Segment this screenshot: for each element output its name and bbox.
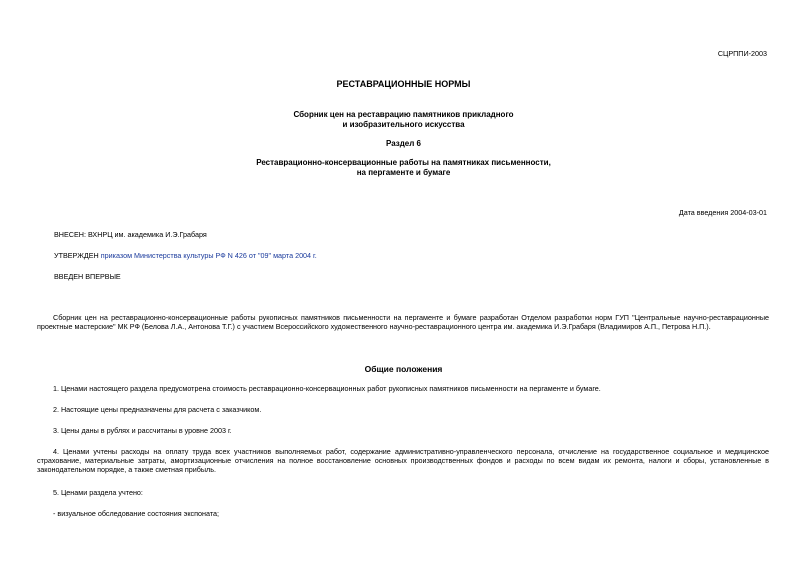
provision-item-2: 2. Настоящие цены предназначены для расчета с заказчиком.	[53, 405, 262, 414]
collection-title-line-2: и изобразительного искусства	[342, 120, 465, 130]
introduction-date: Дата введения 2004-03-01	[678, 208, 767, 217]
general-provisions-heading: Общие положения	[364, 364, 443, 374]
provision-item-4: 4. Ценами учтены расходы на оплату труда всех участников выполняемых работ, содержание административно-управленческого персонала, отчисление на государственное социальное и медицинское страхование, материальные затраты, амортизационные отчисления на полное восстановление основных производственных фондов и расходы по всем видам их ремонта, налоги и сборы, установленные в законодательном порядке, а также сметная прибыль.	[37, 447, 769, 474]
work-title-line-1: Реставрационно-консервационные работы на памятниках письменности,	[256, 158, 551, 167]
document-title: РЕСТАВРАЦИОННЫЕ НОРМЫ	[336, 79, 471, 89]
approved-prefix: УТВЕРЖДЕН	[54, 251, 99, 260]
collection-title	[0, 110, 807, 131]
approval-order-link[interactable]: приказом Министерства культуры РФ N 426 от "09" марта 2004 г.	[100, 251, 317, 260]
provision-item-6: - визуальное обследование состояния экспоната;	[53, 509, 220, 518]
work-title	[0, 158, 807, 179]
provision-item-3: 3. Цены даны в рублях и рассчитаны в уровне 2003 г.	[53, 426, 232, 435]
collection-title-line-1: Сборник цен на реставрацию памятников прикладного	[293, 110, 514, 119]
intro-paragraph: Сборник цен на реставрационно-консервационные работы рукописных памятников письменности на пергаменте и бумаге разработан Отделом разработки норм ГУП "Центральные научно-реставрационные проектные мастерские" МК РФ (Белова Л.А., Антонова Т.Г.) с участием Всероссийского художественного научно-реставрационного центра им. академика И.Э.Грабаря (Владимиров А.П., Петрова Н.П.).	[37, 313, 769, 331]
approved-by	[54, 251, 317, 260]
work-title-line-2: на пергаменте и бумаге	[356, 168, 451, 178]
introduced-by: ВНЕСЕН: ВХНРЦ им. академика И.Э.Грабаря	[54, 230, 207, 239]
section-title: Раздел 6	[385, 139, 422, 148]
first-introduced: ВВЕДЕН ВПЕРВЫЕ	[54, 272, 121, 281]
provision-item-1: 1. Ценами настоящего раздела предусмотрена стоимость реставрационно-консервационных работ рукописных памятников письменности на пергаменте и бумаге.	[53, 384, 601, 393]
document-code: СЦРППИ-2003	[717, 49, 767, 58]
provision-item-5: 5. Ценами раздела учтено:	[53, 488, 143, 497]
